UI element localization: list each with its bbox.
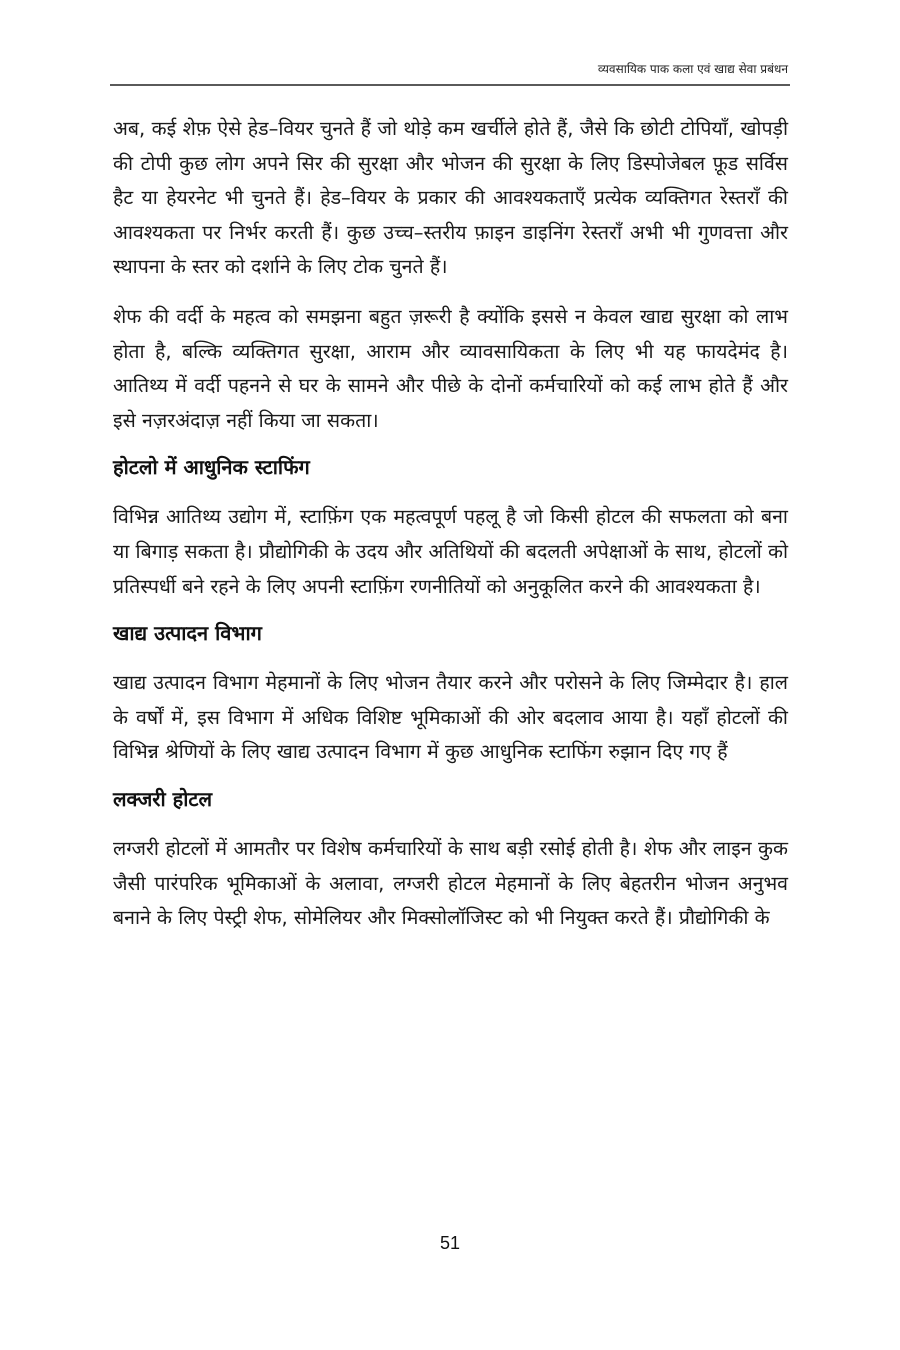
page-number: 51 xyxy=(439,1233,461,1253)
page-header xyxy=(110,58,790,86)
page-content xyxy=(113,112,788,936)
paragraph-luxury-hotel: लग्जरी होटलों में आमतौर पर विशेष कर्मचारियों के साथ बड़ी रसोई होती है। शेफ और लाइन कुक जैसी पारंपरिक भूमिकाओं के अलावा, लग्जरी होटल मेहमानों के लिए बेहतरीन भोजन अनुभव बनाने के लिए पेस्ट्री शेफ, सोमेलियर और मिक्सोलॉजिस्ट को भी नियुक्त करते हैं। प्रौद्योगिकी के xyxy=(113,836,788,930)
heading-luxury-hotel: लक्जरी होटल xyxy=(113,786,213,811)
heading-modern-staffing: होटलो में आधुनिक स्टाफिंग xyxy=(113,455,310,480)
heading-food-production: खाद्य उत्पादन विभाग xyxy=(113,621,262,646)
paragraph-headwear: अब, कई शेफ़ ऐसे हेड–वियर चुनते हैं जो थोड़े कम खर्चीले होते हैं, जैसे कि छोटी टोपियाँ, खोपड़ी की टोपी कुछ लोग अपने सिर की सुरक्षा और भोजन की सुरक्षा के लिए डिस्पोजेबल फ़ूड सर्विस हैट या हेयरनेट भी चुनते हैं। हेड–वियर के प्रकार की आवश्यकताएँ प्रत्येक व्यक्तिगत रेस्तराँ की आवश्यकता पर निर्भर करती हैं। कुछ उच्च–स्तरीय फ़ाइन डाइनिंग रेस्तराँ अभी भी गुणवत्ता और स्थापना के स्तर को दर्शाने के लिए टोक चुनते हैं। xyxy=(113,117,788,279)
paragraph-staffing: विभिन्न आतिथ्य उद्योग में, स्टाफ़िंग एक महत्वपूर्ण पहलू है जो किसी होटल की सफलता को बना या बिगाड़ सकता है। प्रौद्योगिकी के उदय और अतिथियों की बदलती अपेक्षाओं के साथ, होटलों को प्रतिस्पर्धी बने रहने के लिए अपनी स्टाफ़िंग रणनीतियों को अनुकूलित करने की आवश्यकता है। xyxy=(113,505,789,598)
paragraph-uniform-importance: शेफ की वर्दी के महत्व को समझना बहुत ज़रूरी है क्योंकि इससे न केवल खाद्य सुरक्षा को लाभ होता है, बल्कि व्यक्तिगत सुरक्षा, आराम और व्यावसायिकता के लिए भी यह फायदेमंद है। आतिथ्य में वर्दी पहनने से घर के सामने और पीछे के दोनों कर्मचारियों को कई लाभ होते हैं और इसे नज़रअंदाज़ नहीं किया जा सकता। xyxy=(113,304,788,432)
running-title: व्यवसायिक पाक कला एवं खाद्य सेवा प्रबंधन xyxy=(597,62,788,76)
paragraph-food-production: खाद्य उत्पादन विभाग मेहमानों के लिए भोजन तैयार करने और परोसने के लिए जिम्मेदार है। हाल के वर्षों में, इस विभाग में अधिक विशिष्ट भूमिकाओं की ओर बदलाव आया है। यहाँ होटलों की विभिन्न श्रेणियों के लिए खाद्य उत्पादन विभाग में कुछ आधुनिक स्टाफिंग रुझान दिए गए हैं xyxy=(113,671,788,764)
